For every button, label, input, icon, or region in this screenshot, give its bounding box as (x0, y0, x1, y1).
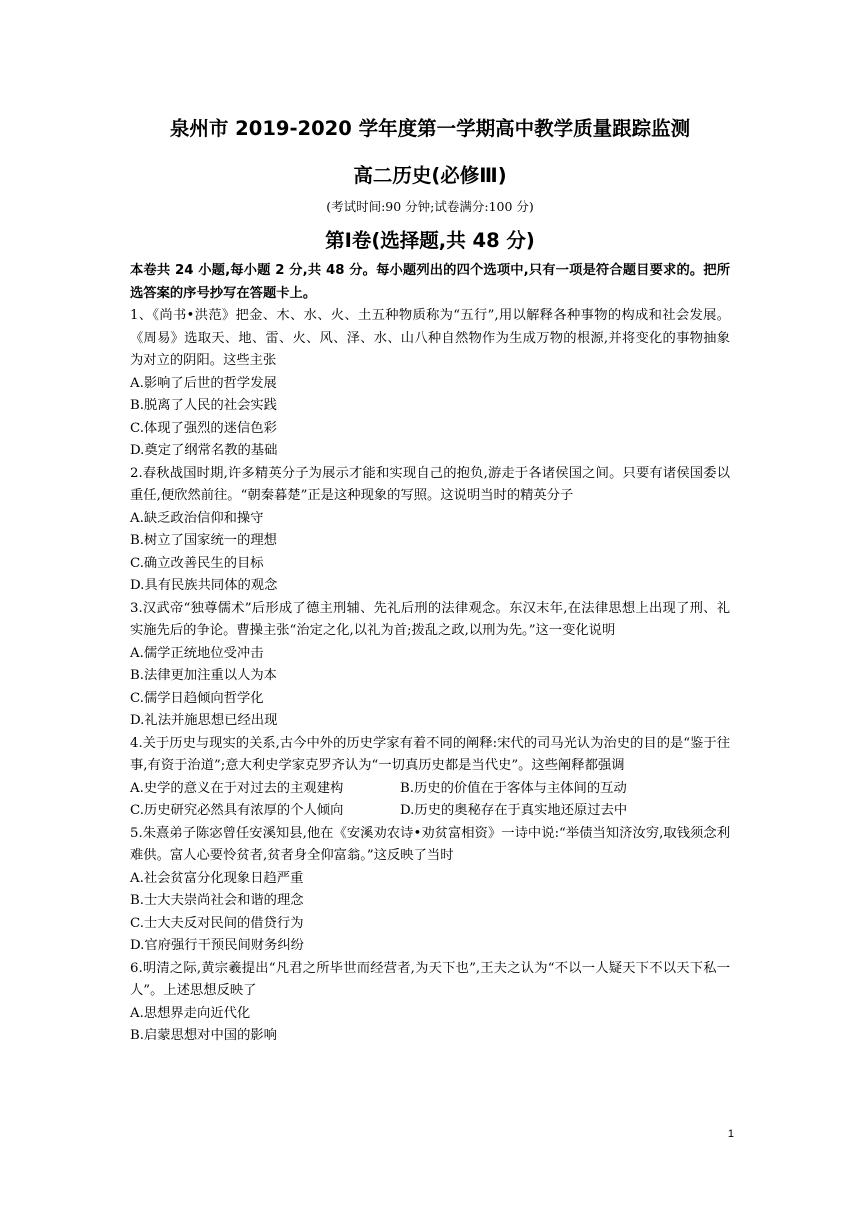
question-3-option-b: B.法律更加注重以人为本 (130, 668, 277, 683)
question-4-option-b: B.历史的价值在于客体与主体间的互动 (400, 780, 627, 796)
question-4-option-c: C.历史研究必然具有浓厚的个人倾向 (130, 803, 344, 818)
question-2-option-a: A.缺乏政治信仰和操守 (130, 510, 264, 526)
exam-page (130, 112, 730, 1048)
question-4-options-row-2 (130, 800, 730, 823)
question-1-option-d: D.奠定了纲常名教的基础 (130, 443, 278, 458)
question-5-option-c: C.士大夫反对民间的借贷行为 (130, 915, 304, 931)
section-heading: 第Ⅰ卷(选择题,共 48 分) (325, 229, 535, 252)
question-2-option-d: D.具有民族共同体的观念 (130, 578, 278, 593)
question-3-option-d: D.礼法并施思想已经出现 (130, 713, 278, 728)
exam-subtitle: 高二历史(必修Ⅲ) (353, 164, 507, 187)
question-2-stem: 2.春秋战国时期,许多精英分子为展示才能和实现自己的抱负,游走于各诸侯国之间。只要有诸侯国委以重任,便欣然前往。“朝秦暮楚”正是这种现象的写照。这说明当时的精英分子 (130, 465, 730, 503)
question-5-stem: 5.朱熹弟子陈宓曾任安溪知县,他在《安溪劝农诗•劝贫富相资》一诗中说:“举债当知济汝穷,取钱须念利难供。富人心要怜贫者,贫者身全仰富翁。”这反映了当时 (130, 825, 730, 863)
question-6-option-b: B.启蒙思想对中国的影响 (130, 1028, 277, 1043)
question-2-option-c: C.确立改善民生的目标 (130, 555, 264, 571)
question-1-stem: 1、《尚书•洪范》把金、木、水、火、土五种物质称为“五行”,用以解释各种事物的构成和社会发展。《周易》选取天、地、雷、火、风、泽、水、山八种自然物作为生成万物的根源,并将变化的事物抽象为对立的阴阳。这些主张 (130, 308, 730, 368)
page-number: 1 (727, 1128, 734, 1140)
exam-meta: (考试时间:90 分钟;试卷满分:100 分) (326, 199, 534, 214)
question-3-stem: 3.汉武帝“独尊儒术”后形成了德主刑辅、先礼后刑的法律观念。东汉末年,在法律思想上出现了刑、礼实施先后的争论。曹操主张“治定之化,以礼为首;拨乱之政,以刑为先。”这一变化说明 (130, 600, 730, 638)
section-instructions: 本卷共 24 小题,每小题 2 分,共 48 分。每小题列出的四个选项中,只有一项是符合题目要求的。把所选答案的序号抄写在答题卡上。 (130, 263, 730, 301)
question-5-option-d: D.官府强行干预民间财务纠纷 (130, 938, 304, 953)
question-3-option-a: A.儒学正统地位受冲击 (130, 645, 264, 661)
question-1-option-b: B.脱离了人民的社会实践 (130, 398, 277, 413)
question-5-option-a: A.社会贫富分化现象日趋严重 (130, 870, 304, 886)
question-4-option-d: D.历史的奥秘存在于真实地还原过去中 (400, 803, 628, 818)
question-3-option-c: C.儒学日趋倾向哲学化 (130, 690, 264, 706)
question-6-option-a: A.思想界走向近代化 (130, 1005, 251, 1021)
question-1-option-a: A.影响了后世的哲学发展 (130, 375, 277, 391)
exam-title: 泉州市 2019-2020 学年度第一学期高中教学质量跟踪监测 (169, 117, 691, 140)
question-4-stem: 4.关于历史与现实的关系,古今中外的历史学家有着不同的阐释:宋代的司马光认为治史的目的是“鉴于往事,有资于治道”;意大利史学家克罗齐认为“一切真历史都是当代史”。这些阐释都强调 (130, 735, 730, 773)
question-4-options-row-1 (130, 778, 730, 801)
question-4-option-a: A.史学的意义在于对过去的主观建构 (130, 780, 344, 796)
question-5-option-b: B.士大夫崇尚社会和谐的理念 (130, 893, 304, 908)
question-2-option-b: B.树立了国家统一的理想 (130, 533, 277, 548)
question-1-option-c: C.体现了强烈的迷信色彩 (130, 420, 277, 436)
question-6-stem: 6.明清之际,黄宗羲提出“凡君之所毕世而经营者,为天下也”,王夫之认为“不以一人疑天下不以天下私一人”。上述思想反映了 (130, 960, 730, 998)
